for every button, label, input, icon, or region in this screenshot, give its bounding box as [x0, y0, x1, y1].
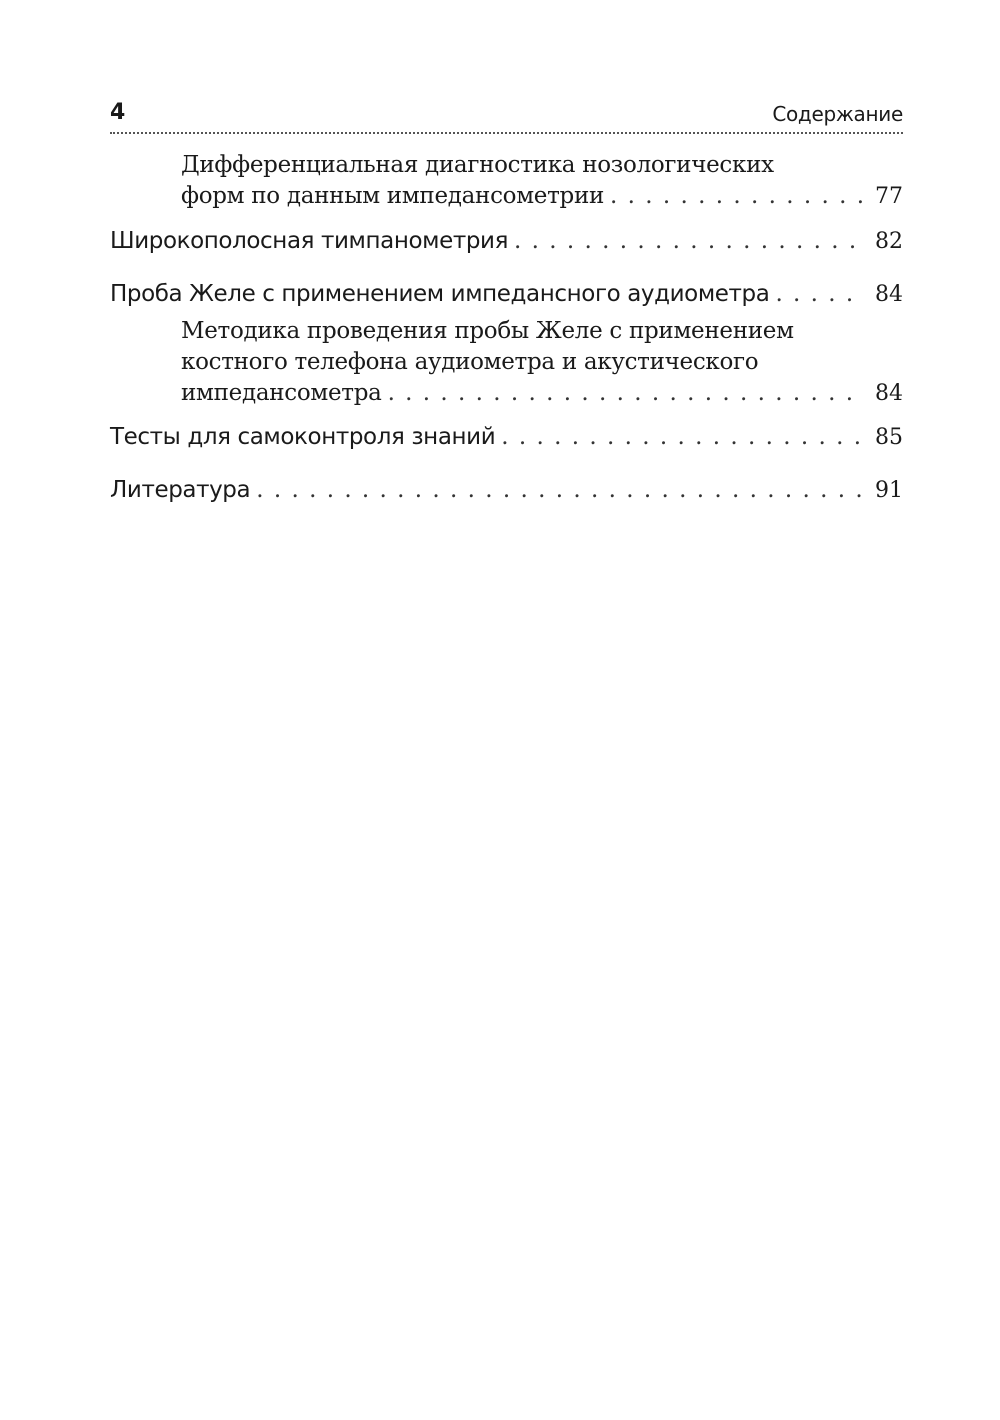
toc-entry-last-line [110, 279, 903, 310]
dot-leader [501, 422, 863, 453]
toc-entry-last-line [181, 181, 903, 212]
toc-entry[interactable] [110, 150, 903, 212]
toc-entry[interactable] [110, 422, 903, 453]
table-of-contents [110, 150, 903, 506]
dot-leader [256, 475, 863, 506]
toc-entry-line: Дифференциальная диагностика нозологических [181, 152, 774, 178]
toc-entry-last-line [181, 378, 903, 409]
toc-page-number: 84 [875, 282, 903, 307]
dot-leader [610, 181, 863, 212]
toc-page-number: 85 [875, 425, 903, 450]
toc-entry-line: костного телефона аудиометра и акустического [181, 349, 759, 375]
toc-entry[interactable] [110, 226, 903, 257]
toc-entry-last-line [110, 226, 903, 257]
page-number: 4 [110, 100, 126, 125]
toc-page-number: 84 [875, 381, 903, 406]
toc-entry[interactable] [110, 279, 903, 310]
page-header [110, 96, 903, 134]
toc-entry-title: Широкополосная тимпанометрия [110, 228, 509, 254]
toc-entry-last-line [110, 475, 903, 506]
toc-page-number: 91 [875, 478, 903, 503]
toc-entry-title: Тесты для самоконтроля знаний [110, 424, 496, 450]
toc-entry-last-line [110, 422, 903, 453]
toc-entry[interactable] [110, 475, 903, 506]
toc-entry-title: Литература [110, 477, 251, 503]
toc-page-number: 77 [875, 184, 903, 209]
toc-entry-line: Методика проведения пробы Желе с применением [181, 318, 794, 344]
toc-entry-title: Проба Желе с применением импедансного аудиометра [110, 281, 770, 307]
running-title: Содержание [772, 102, 903, 126]
dot-leader [775, 279, 863, 310]
toc-page-number: 82 [875, 229, 903, 254]
dot-leader [388, 378, 863, 409]
toc-entry-title: форм по данным импедансометрии [181, 183, 605, 209]
toc-entry-title: импедансометра [181, 380, 382, 406]
toc-entry[interactable] [110, 316, 903, 409]
dot-leader [514, 226, 863, 257]
